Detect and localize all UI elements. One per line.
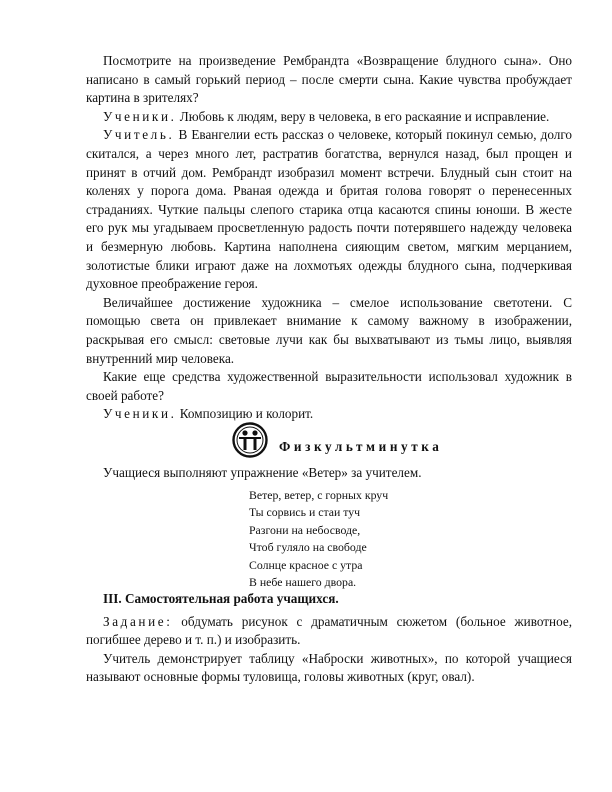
phys-title: Физкультминутка (279, 439, 443, 454)
students-answer-1-text: Любовь к людям, веру в человека, в его раскаяние и исправление. (176, 108, 550, 124)
text-block-top (86, 52, 572, 424)
exercise-intro: Учащиеся выполняют упражнение «Ветер» за учителем. (103, 465, 422, 480)
poem-line: Чтоб гуляло на свободе (249, 540, 367, 555)
speaker-teacher: Учитель. (103, 127, 175, 143)
task-paragraph (86, 613, 572, 650)
students-answer-1 (86, 108, 572, 127)
poem (249, 487, 388, 591)
teacher-paragraph (86, 126, 572, 293)
poem-line: Солнце красное с утра (249, 557, 363, 572)
chiaroscuro-paragraph: Величайшее достижение художника – смелое использование светотени. С помощью света он привлекает внимание к самому важному в изображении, раскрывая его смысл: световые лучи как бы выхватывают из тьмы лицо, выявляя внутренний мир человека. (86, 294, 572, 366)
phys-heading (232, 422, 492, 462)
teacher-paragraph-text: В Евангелии есть рассказ о человеке, который покинул семью, долго скитался, а через много лет, растратив богатства, вернулся назад, был прощен и принят в отчий дом. Рембрандт изобразил момент встречи. Блудный сын стоит на коленях у порога дома. Рваная одежда и бритая голова говорят о перенесенных страданиях. Чуткие пальцы слепого старика отца касаются спины юноши. В жесте его рук мы угадываем просветленную радость почти потерявшего надежду человека и безмерную любовь. Картина наполнена сияющим светом, мягким мерцанием, золотистые блики играют даже на лохмотьях одежды блудного сына, подчеркивая духовное преображение героя. (86, 127, 572, 292)
speaker-task: Задание: (103, 613, 173, 629)
exercise-intro-block (86, 464, 572, 483)
final-paragraph: Учитель демонстрирует таблицу «Наброски животных», по которой учащиеся называют основные формы туловища, головы животных (круг, овал). (86, 650, 572, 685)
section-title: III. Самостоятельная работа учащихся. (103, 591, 339, 606)
speaker-students: Ученики. (103, 108, 177, 124)
poem-line: В небе нашего двора. (249, 575, 357, 590)
question-paragraph: Какие еще средства художественной выразительности использовал художник в своей работе? (86, 369, 572, 403)
speaker-students-2: Ученики. (103, 406, 177, 422)
poem-line: Ты сорвись и стаи туч (249, 505, 361, 520)
task-paragraph-text: обдумать рисунок с драматичным сюжетом (больное животное, погибшее дерево и т. п.) и изобразить. (86, 613, 572, 648)
people-exercise-icon (232, 422, 268, 458)
poem-line: Разгони на небосводе, (249, 522, 361, 537)
intro-paragraph: Посмотрите на произведение Рембрандта «Возвращение блудного сына». Оно написано в самый горький период – после смерти сына. Какие чувства пробуждает картина в зрителях? (86, 53, 572, 106)
students-answer-2-text: Композицию и колорит. (176, 406, 314, 422)
text-block-bottom (86, 590, 572, 687)
poem-line: Ветер, ветер, с горных круч (249, 488, 389, 502)
